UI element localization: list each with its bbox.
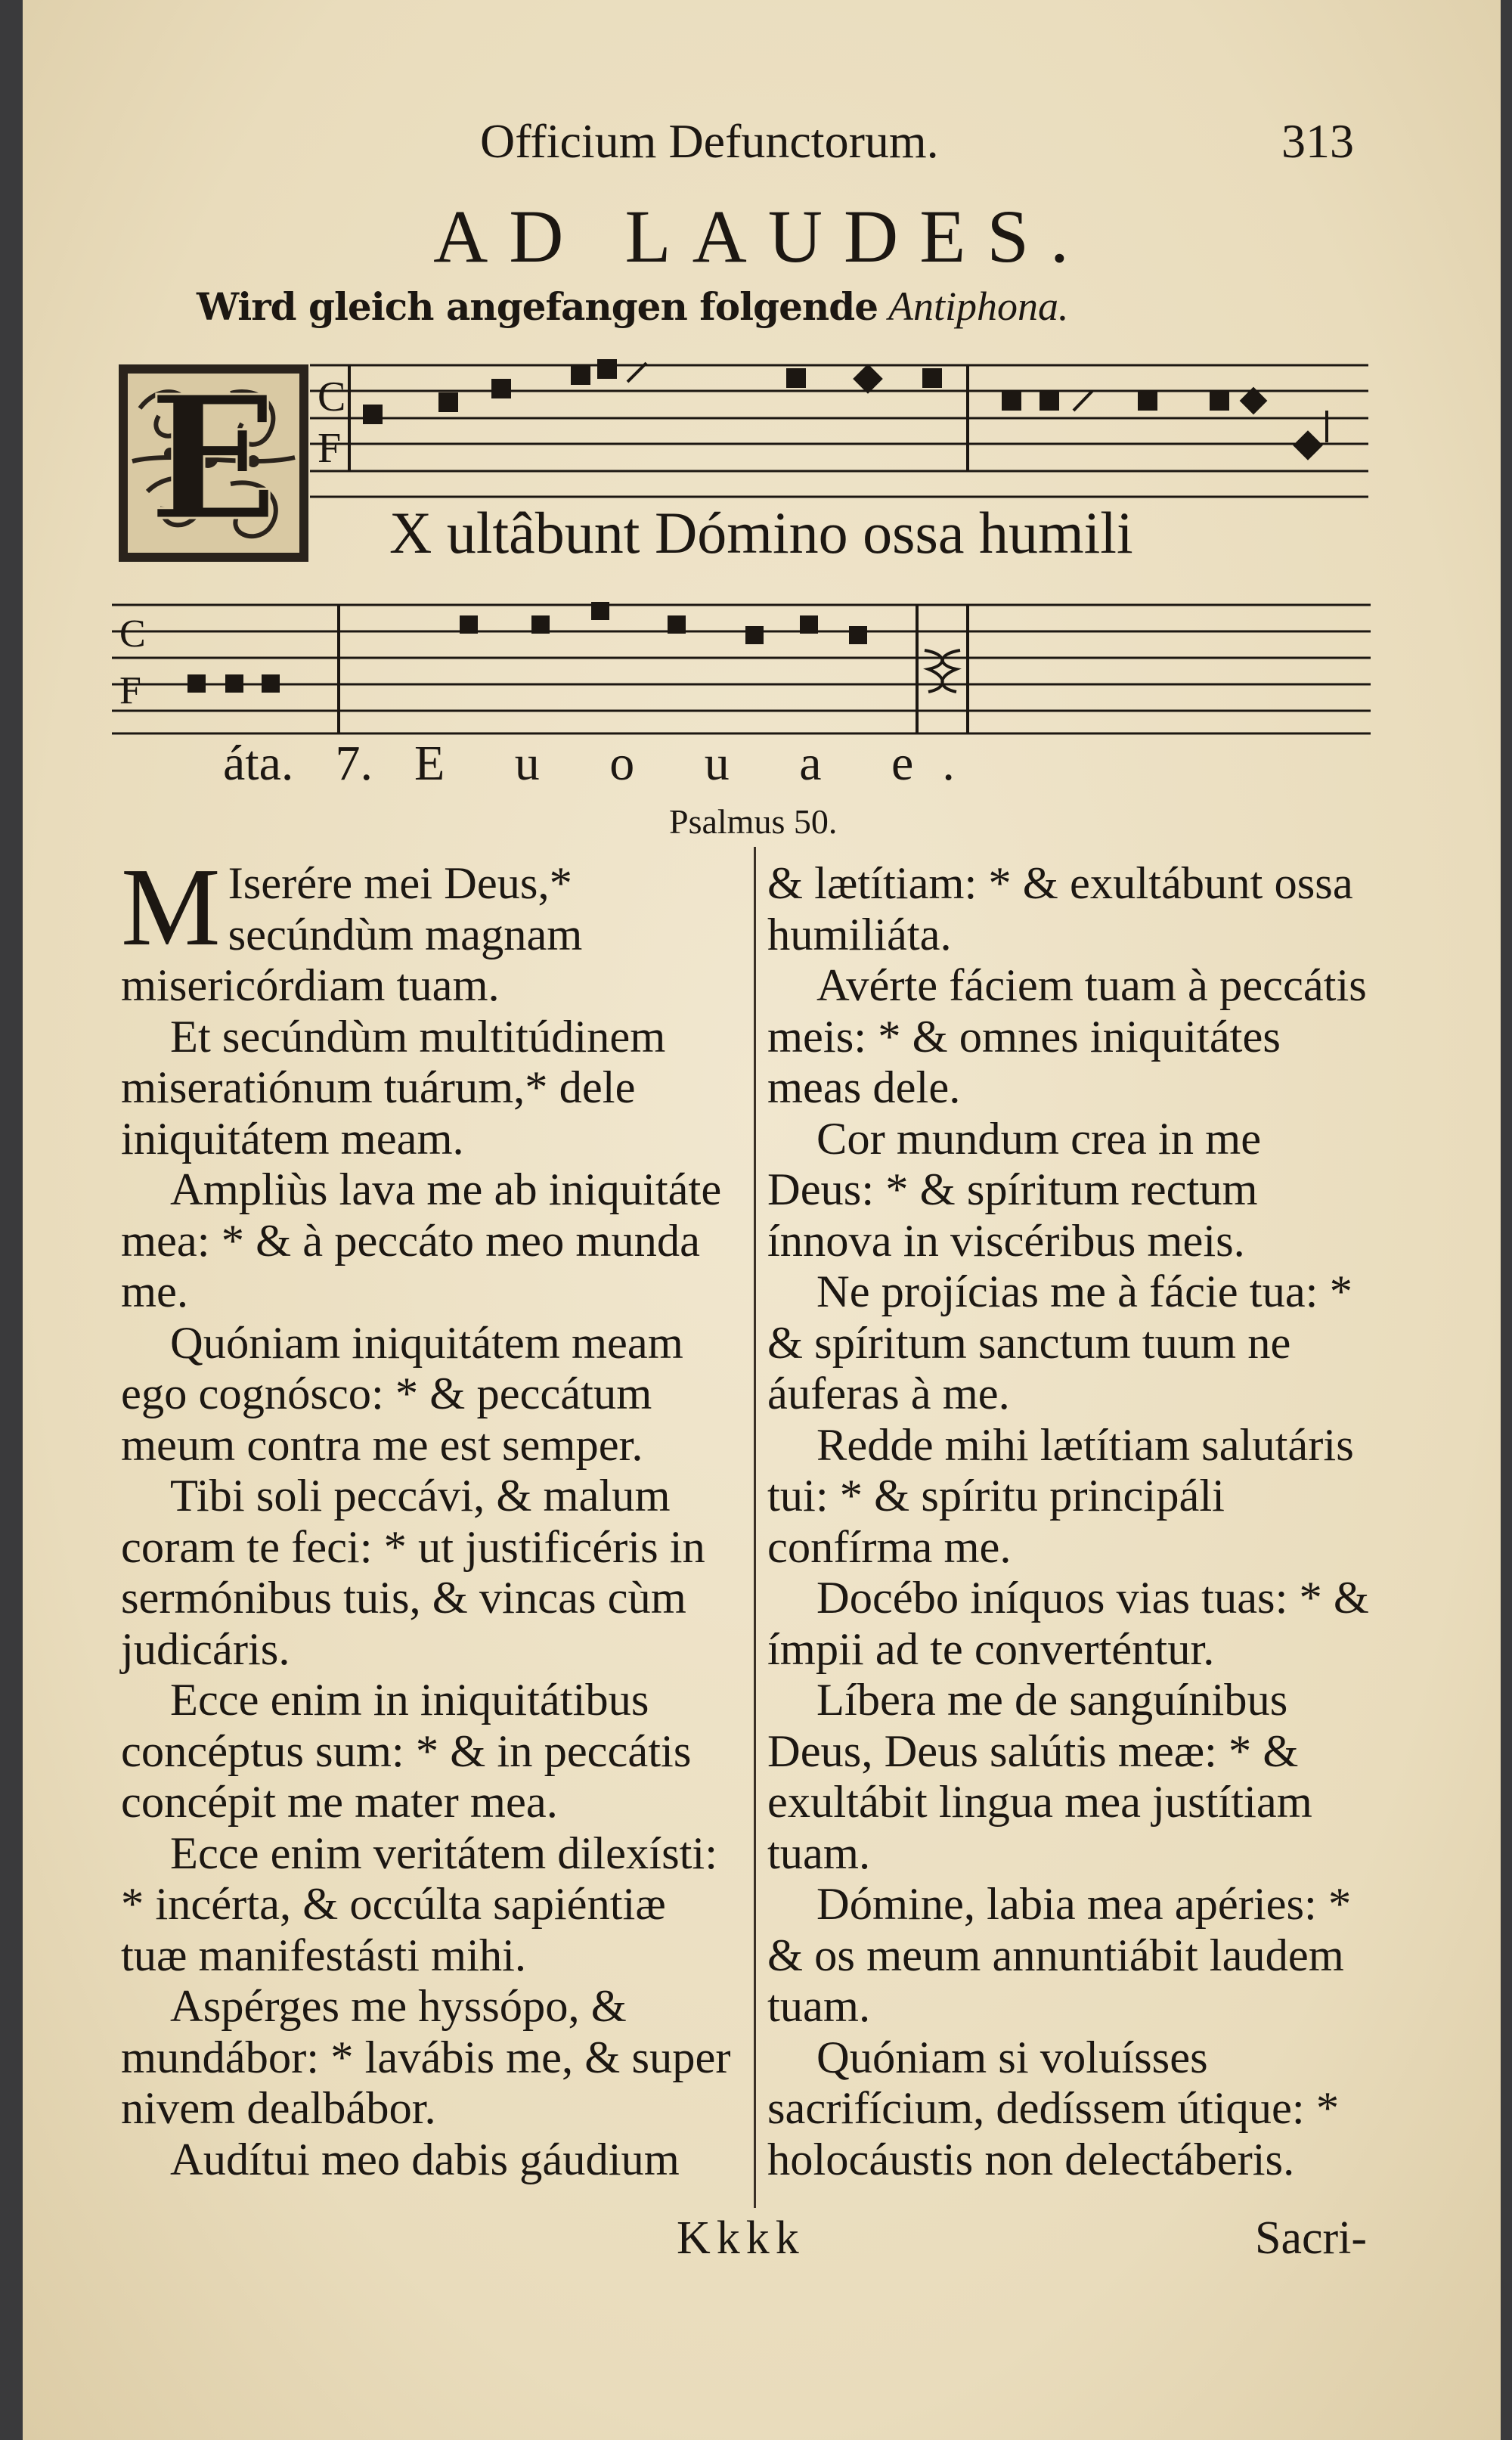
verse-text: & lætítiam: * & exultábunt ossa humiliáta.	[767, 858, 1353, 960]
psalm-verse	[767, 1114, 1372, 1267]
signature-mark: Kkkk	[677, 2212, 805, 2264]
page-number: 313	[1281, 114, 1354, 168]
drop-cap: M	[121, 845, 221, 969]
chant-staff-2	[112, 590, 1371, 737]
psalm-verse	[121, 1318, 737, 1471]
verse-text: Quóniam iniquitátem meam ego cognósco: * & peccátum meum contra me est semper.	[121, 1317, 683, 1471]
verse-text: Líbera me de sanguínibus Deus, Deus salútis meæ: * & exultábit lingua mea justítiam tuam.	[767, 1675, 1312, 1879]
psalm-verse	[121, 1828, 737, 1982]
psalm-left-column	[121, 845, 737, 2185]
catchword: Sacri-	[1255, 2212, 1368, 2264]
verse-text: Quóniam si voluísses sacrifícium, dedíssem útique: * holocáustis non delectáberis.	[767, 2032, 1340, 2185]
initial-letter: E	[148, 363, 278, 559]
verse-text: Ecce enim in iniquitátibus concéptus sum: * & in peccátis concépit me mater mea.	[121, 1675, 692, 1828]
clef-f: F	[318, 425, 342, 472]
rubric-latin: Antiphona.	[888, 284, 1069, 329]
chant-staff-1	[310, 359, 1368, 503]
chant-text-line-2	[223, 735, 984, 792]
psalm-verse	[767, 1879, 1372, 2032]
rubric	[197, 280, 1069, 330]
book-page	[23, 0, 1501, 2440]
rubric-german: Wird gleich angefangen folgende	[197, 284, 878, 329]
verse-text: Ampliùs lava me ab iniquitáte mea: * & à peccáto meo munda me.	[121, 1164, 722, 1317]
verse-text: Redde mihi lætítiam salutáris tui: * & spíritu principáli confírma me.	[767, 1419, 1354, 1573]
verse-text: Iserére mei Deus,* secúndùm magnam misericórdiam tuam.	[121, 858, 583, 1011]
clef-f-2: F	[119, 669, 141, 712]
psalm-verse	[767, 1573, 1372, 1675]
section-title: AD LAUDES.	[433, 194, 1090, 278]
clef-c-2: C	[119, 612, 146, 656]
euouae: E u o u a e.	[414, 736, 984, 791]
verse-text: Dómine, labia mea apéries: * & os meum annuntiábit laudem tuam.	[767, 1879, 1352, 2032]
chant-text-ata: áta.	[223, 736, 294, 791]
psalm-verse	[767, 1267, 1372, 1420]
verse-text: Cor mundum crea in me Deus: * & spíritum rectum ínnova in viscéribus meis.	[767, 1113, 1262, 1267]
psalm-verse	[767, 1420, 1372, 1573]
psalm-verse	[121, 2135, 737, 2186]
psalm-label: Psalmus 50.	[669, 802, 838, 841]
psalm-verse	[121, 1471, 737, 1675]
verse-text: Audítui meo dabis gáudium	[170, 2134, 680, 2185]
column-divider	[754, 847, 756, 2208]
psalm-verse	[121, 1164, 737, 1318]
psalm-verse	[121, 1012, 737, 1165]
verse-text: Ecce enim veritátem dilexísti: * incérta, & occúlta sapiéntiæ tuæ manifestásti mihi.	[121, 1828, 718, 1981]
psalm-verse	[767, 858, 1372, 960]
verse-text: Tibi soli peccávi, & malum coram te feci: * ut justificéris in sermónibus tuis, & vincas cùm judicáris.	[121, 1471, 705, 1675]
tone-number: 7.	[335, 736, 373, 791]
psalm-verse	[121, 1981, 737, 2135]
psalm-verse	[767, 2032, 1372, 2186]
clef-c: C	[318, 374, 346, 420]
psalm-verse	[767, 1675, 1372, 1879]
verse-text: Ne projícias me à fácie tua: * & spíritum sanctum tuum ne áuferas à me.	[767, 1267, 1352, 1419]
chant-text-line-1: X ultâbunt Dómino ossa humili	[389, 500, 1133, 566]
verse-text: Avérte fáciem tuam à peccátis meis: * & omnes iniquitátes meas dele.	[767, 960, 1367, 1113]
running-head: Officium Defunctorum.	[480, 114, 939, 168]
psalm-verse	[121, 1675, 737, 1828]
verse-text: Aspérges me hyssópo, & mundábor: * lavábis me, & super nivem dealbábor.	[121, 1981, 731, 2134]
psalm-right-column	[767, 858, 1372, 2185]
psalm-verse	[767, 960, 1372, 1114]
verse-text: Docébo iníquos vias tuas: * & ímpii ad te converténtur.	[767, 1573, 1369, 1675]
verse-text: Et secúndùm multitúdinem miseratiónum tuárum,* dele iniquitátem meam.	[121, 1011, 666, 1164]
psalm-verse	[121, 845, 737, 1012]
decorated-initial-icon	[117, 363, 310, 563]
